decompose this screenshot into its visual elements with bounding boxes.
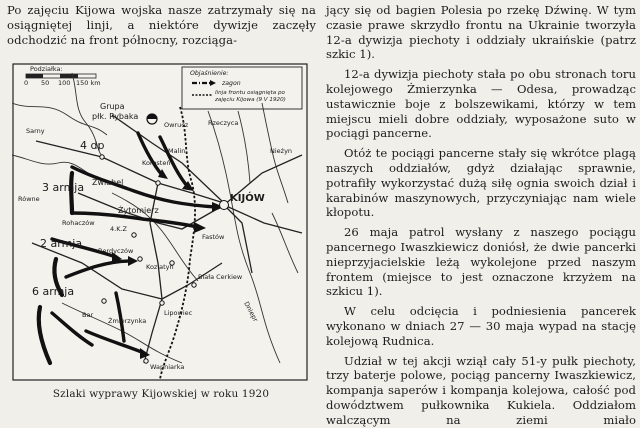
army-label-2: 2 armja	[40, 237, 83, 250]
city-malin: Malin	[168, 147, 186, 155]
legend-item-front-wrap	[215, 90, 301, 108]
city-zmierzynka: Żmierzynka	[108, 317, 147, 325]
army-label-6: 6 armja	[32, 285, 75, 298]
paragraph-1: jący się od bagien Polesia po rzekę Dźwinę. W tym czasie prawe skrzydło frontu na Ukrainie tworzyła 12-a dywizja piechoty i oddziały ukraińskie (patrz szkic 1).	[326, 3, 636, 62]
army-label-3: 3 armja	[42, 181, 85, 194]
paragraph-3: Otóż te pociągi pancerne stały się wkrótce plagą naszych oddziałów, gdyż działając sprawnie, potrafiły wykorzystać dużą siłę ognia swoich dział i karabinów maszynowych, przyczyniając nam wiele kłopotu.	[326, 146, 636, 220]
city-bar: Bar	[82, 311, 94, 319]
city-lipowiec: Lipowiec	[164, 309, 193, 317]
city-biala-cerkiew: Biała Cerkiew	[198, 273, 243, 281]
paragraph-6: Udział w tej akcji wziął cały 51-y pułk piechoty, trzy baterje polowe, pociąg pancerny Iwaszkiewicz, kompanja saperów i kompanja kolejowa, całość pod dowództwem pułkownika Kukiela. Oddziałom walczącym na ziemi miało	[326, 353, 636, 427]
intro-paragraph: Po zajęciu Kijowa wojska nasze zatrzymały się na osiągniętej linji, a niektóre dywizje zaczęły odchodzić na front północny, rozciąga-	[7, 3, 316, 48]
paragraph-5: W celu odcięcia i podniesienia pancerek wykonano w dniach 27 — 30 maja wypad na stację kolejową Rudnica.	[326, 304, 636, 348]
campaign-map	[12, 63, 308, 381]
scale-tick-150: 150 km	[76, 79, 101, 87]
map-legend	[182, 67, 302, 109]
legend-item-front: linja frontu osiągnięta po zajęciu Kijowa (9 V 1920)	[215, 90, 286, 103]
city-rohaczow: Rohaczów	[62, 219, 95, 227]
left-column	[4, 3, 318, 411]
scale-tick-50: 50	[41, 79, 50, 87]
paragraph-4: 26 maja patrol wysłany z naszego pociągu pancernego Iwaszkiewicz doniósł, że dwie pancerki nieprzyjacielskie leżą wykolejone przed naszym frontem (miejsce to jest oznaczone krzyżem na szkicu 1).	[326, 225, 636, 299]
city-zwiahel: Zwiahel	[92, 178, 124, 187]
map-caption: Szlaki wyprawy Kijowskiej w roku 1920	[52, 388, 270, 400]
city-koziatyn: Koziatyn	[146, 263, 174, 271]
river-dniepr: Dniepr	[242, 300, 260, 324]
city-fastow: Fastów	[202, 233, 225, 241]
group-label-line1: Grupa	[100, 102, 125, 111]
city-zytomierz: Żytomierz	[118, 206, 159, 215]
scale-label: Podziałka:	[30, 65, 63, 73]
city-kijow: KIJÓW	[230, 193, 265, 204]
scale-tick-100: 100	[58, 79, 71, 87]
city-niezyn: Nieżyn	[270, 147, 293, 155]
city-sarny: Sarny	[26, 127, 45, 135]
legend-item-raid: zagon	[222, 80, 241, 87]
right-column	[326, 3, 636, 427]
group-label-line2: płk. Rybaka	[92, 112, 139, 121]
scale-tick-0: 0	[24, 79, 29, 87]
city-rowne: Równe	[18, 195, 40, 203]
city-korosten: Korosteń	[142, 159, 171, 167]
map-unit-kz: 4.K.Z	[110, 225, 127, 233]
campaign-map-svg	[12, 63, 308, 381]
city-rzeczyca: Rzeczyca	[208, 119, 239, 127]
paragraph-2: 12-a dywizja piechoty stała po obu stronach toru kolejowego Żmierzynka — Odesa, prowadząc ustawicznie boje z bolszewikami, którzy w tem miejscu mieli dobre oddziały, wyposażone suto w pociągi pancerne.	[326, 67, 636, 141]
city-berdyczow: Berdyczów	[98, 247, 134, 255]
army-label-4dp: 4 dp	[80, 139, 105, 152]
group-marker	[147, 114, 157, 124]
city-wapniarka: Wapniarka	[150, 363, 185, 371]
city-ovrucz: Owrucz	[164, 121, 189, 129]
legend-title: Objaśnienie:	[190, 70, 229, 77]
